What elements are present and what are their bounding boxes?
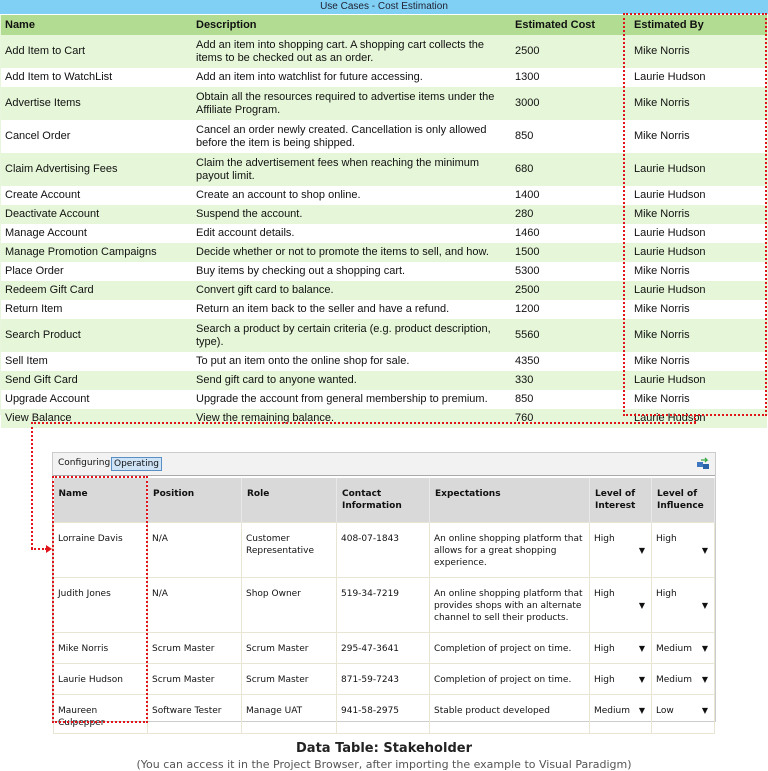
- description-cell: Cancel an order newly created. Cancellation is only allowed before the item is being shipped.: [192, 120, 511, 153]
- estimated-by-cell: Laurie Hudson: [630, 281, 767, 300]
- tab-configuring[interactable]: Configuring: [58, 458, 111, 468]
- dropdown-arrow-icon[interactable]: ▼: [638, 644, 645, 653]
- name-cell-text: Judith Jones: [58, 589, 111, 599]
- interest-select[interactable]: [590, 578, 652, 633]
- dropdown-arrow-icon[interactable]: ▼: [638, 706, 645, 715]
- role-cell: [242, 578, 337, 633]
- interest-select[interactable]: [590, 664, 652, 695]
- table-row[interactable]: [54, 664, 715, 695]
- influence-select[interactable]: [652, 664, 715, 695]
- name-cell: Redeem Gift Card: [1, 281, 192, 300]
- description-cell: Convert gift card to balance.: [192, 281, 511, 300]
- description-cell: Add an item into watchlist for future accessing.: [192, 68, 511, 87]
- influence-select[interactable]: [652, 578, 715, 633]
- description-cell: Search a product by certain criteria (e.g. product description, type).: [192, 319, 511, 352]
- caption-subtitle: (You can access it in the Project Browser, after importing the example to Visual Paradigm): [136, 758, 632, 771]
- influence-select[interactable]: [652, 523, 715, 578]
- contact-cell-text: 871-59-7243: [341, 675, 400, 685]
- column-header[interactable]: Estimated Cost: [511, 15, 630, 35]
- estimated-by-cell: Mike Norris: [630, 300, 767, 319]
- influence-select-text: High: [656, 589, 677, 599]
- name-cell: Create Account: [1, 186, 192, 205]
- name-cell: Upgrade Account: [1, 390, 192, 409]
- role-cell: [242, 633, 337, 664]
- cost-cell: 1500: [511, 243, 630, 262]
- dropdown-arrow-icon[interactable]: ▼: [701, 546, 708, 555]
- position-cell-text: N/A: [152, 589, 168, 599]
- table-title: Use Cases - Cost Estimation: [0, 0, 768, 15]
- name-cell: Advertise Items: [1, 87, 192, 120]
- estimated-by-cell: Mike Norris: [630, 120, 767, 153]
- highlight-estimated-by: [623, 13, 767, 416]
- cost-cell: 850: [511, 120, 630, 153]
- name-cell: Sell Item: [1, 352, 192, 371]
- name-cell: Manage Account: [1, 224, 192, 243]
- role-cell: [242, 664, 337, 695]
- position-cell-text: Scrum Master: [152, 675, 215, 685]
- expectations-cell: [430, 633, 590, 664]
- influence-select-text: High: [656, 534, 677, 544]
- table-row[interactable]: [54, 633, 715, 664]
- estimated-by-cell: Laurie Hudson: [630, 68, 767, 87]
- role-cell-text: Shop Owner: [246, 589, 301, 599]
- name-cell: Return Item: [1, 300, 192, 319]
- description-cell: Add an item into shopping cart. A shopping cart collects the items to be checked out as an order.: [192, 35, 511, 68]
- dropdown-arrow-icon[interactable]: ▼: [638, 675, 645, 684]
- description-cell: Create an account to shop online.: [192, 186, 511, 205]
- estimated-by-cell: Mike Norris: [630, 390, 767, 409]
- name-cell: Cancel Order: [1, 120, 192, 153]
- influence-select-text: Medium: [656, 644, 692, 654]
- column-header[interactable]: Level of Interest: [590, 478, 652, 523]
- cost-cell: 1400: [511, 186, 630, 205]
- influence-select[interactable]: [652, 633, 715, 664]
- dropdown-arrow-icon[interactable]: ▼: [701, 706, 708, 715]
- column-header[interactable]: Description: [192, 15, 511, 35]
- interest-select-text: High: [594, 534, 615, 544]
- column-header[interactable]: Role: [242, 478, 337, 523]
- highlight-stakeholder-name: [52, 476, 148, 723]
- interest-select-text: High: [594, 589, 615, 599]
- description-cell: Send gift card to anyone wanted.: [192, 371, 511, 390]
- role-cell-text: Scrum Master: [246, 644, 309, 654]
- estimated-by-cell: Laurie Hudson: [630, 186, 767, 205]
- column-header[interactable]: Name: [54, 478, 148, 523]
- contact-cell: [337, 695, 430, 734]
- expectations-cell: [430, 664, 590, 695]
- name-cell-text: Lorraine Davis: [58, 534, 123, 544]
- interest-select-text: High: [594, 675, 615, 685]
- role-cell: [242, 695, 337, 734]
- position-cell: [148, 523, 242, 578]
- tab-operating[interactable]: Operating: [111, 457, 162, 471]
- influence-select[interactable]: [652, 695, 715, 734]
- cost-cell: 4350: [511, 352, 630, 371]
- column-header[interactable]: Expectations: [430, 478, 590, 523]
- contact-cell: [337, 664, 430, 695]
- position-cell: [148, 664, 242, 695]
- position-cell-text: Scrum Master: [152, 644, 215, 654]
- cost-cell: 2500: [511, 35, 630, 68]
- dropdown-arrow-icon[interactable]: ▼: [701, 675, 708, 684]
- estimated-by-cell: Mike Norris: [630, 262, 767, 281]
- cost-cell: 330: [511, 371, 630, 390]
- influence-select-text: Medium: [656, 675, 692, 685]
- estimated-by-cell: Laurie Hudson: [630, 243, 767, 262]
- position-cell: [148, 578, 242, 633]
- description-cell: Edit account details.: [192, 224, 511, 243]
- name-cell-text: Laurie Hudson: [58, 675, 123, 685]
- name-cell-text: Maureen Culpepper: [58, 706, 105, 728]
- description-cell: Upgrade the account from general membership to premium.: [192, 390, 511, 409]
- column-header[interactable]: Contact Information: [337, 478, 430, 523]
- expectations-cell: [430, 523, 590, 578]
- expectations-cell-text: An online shopping platform that provides shops with an alternate channel to sell their products.: [434, 589, 583, 623]
- column-header[interactable]: Position: [148, 478, 242, 523]
- estimated-by-cell: Laurie Hudson: [630, 153, 767, 186]
- contact-cell-text: 295-47-3641: [341, 644, 400, 654]
- cost-cell: 1200: [511, 300, 630, 319]
- expectations-cell-text: An online shopping platform that allows for a great shopping experience.: [434, 534, 583, 568]
- name-cell: Send Gift Card: [1, 371, 192, 390]
- cost-cell: 5560: [511, 319, 630, 352]
- name-cell: Deactivate Account: [1, 205, 192, 224]
- contact-cell: [337, 633, 430, 664]
- description-cell: Return an item back to the seller and have a refund.: [192, 300, 511, 319]
- interest-select-text: Medium: [594, 706, 630, 716]
- expectations-cell-text: Completion of project on time.: [434, 675, 572, 685]
- table-row[interactable]: [54, 523, 715, 578]
- position-cell: [148, 633, 242, 664]
- column-header[interactable]: Level of Influence: [652, 478, 715, 523]
- toolbar: [53, 453, 715, 476]
- expectations-cell: [430, 578, 590, 633]
- cost-cell: 5300: [511, 262, 630, 281]
- estimated-by-cell: Laurie Hudson: [630, 371, 767, 390]
- description-cell: Decide whether or not to promote the items to sell, and how.: [192, 243, 511, 262]
- name-cell-text: Mike Norris: [58, 644, 109, 654]
- expectations-cell: [430, 695, 590, 734]
- contact-cell: [337, 578, 430, 633]
- description-cell: To put an item onto the online shop for sale.: [192, 352, 511, 371]
- description-cell: Obtain all the resources required to advertise items under the Affiliate Program.: [192, 87, 511, 120]
- description-cell: View the remaining balance.: [192, 409, 511, 428]
- cost-cell: 1460: [511, 224, 630, 243]
- estimated-by-cell: Mike Norris: [630, 87, 767, 120]
- stakeholder-panel: [52, 452, 716, 728]
- contact-cell: [337, 523, 430, 578]
- table-row[interactable]: [54, 695, 715, 734]
- cost-cell: 850: [511, 390, 630, 409]
- estimated-by-cell: Laurie Hudson: [630, 224, 767, 243]
- position-cell: [148, 695, 242, 734]
- cost-cell: 680: [511, 153, 630, 186]
- dropdown-arrow-icon[interactable]: ▼: [638, 601, 645, 610]
- name-cell: Manage Promotion Campaigns: [1, 243, 192, 262]
- name-cell: View Balance: [1, 409, 192, 428]
- position-cell-text: N/A: [152, 534, 168, 544]
- name-cell: Place Order: [1, 262, 192, 281]
- influence-select-text: Low: [656, 706, 674, 716]
- table-row[interactable]: [54, 578, 715, 633]
- cost-cell: 280: [511, 205, 630, 224]
- contact-cell-text: 941-58-2975: [341, 706, 400, 716]
- contact-cell-text: 408-07-1843: [341, 534, 400, 544]
- role-cell-text: Customer Representative: [246, 534, 315, 556]
- contact-cell-text: 519-34-7219: [341, 589, 400, 599]
- name-cell: Add Item to Cart: [1, 35, 192, 68]
- estimated-by-cell: Mike Norris: [630, 35, 767, 68]
- description-cell: Suspend the account.: [192, 205, 511, 224]
- caption-title: Data Table: Stakeholder: [296, 741, 472, 756]
- column-header[interactable]: Estimated By: [630, 15, 767, 35]
- connector-line: [31, 548, 47, 550]
- estimated-by-cell: Mike Norris: [630, 319, 767, 352]
- name-cell: Add Item to WatchList: [1, 68, 192, 87]
- role-cell: [242, 523, 337, 578]
- name-cell: Claim Advertising Fees: [1, 153, 192, 186]
- estimated-by-cell: Laurie Hudson: [630, 409, 767, 428]
- estimated-by-cell: Mike Norris: [630, 205, 767, 224]
- interest-select[interactable]: [590, 695, 652, 734]
- column-header[interactable]: Name: [1, 15, 192, 35]
- dropdown-arrow-icon[interactable]: ▼: [701, 601, 708, 610]
- cost-cell: 2500: [511, 281, 630, 300]
- interest-select-text: High: [594, 644, 615, 654]
- description-cell: Claim the advertisement fees when reaching the minimum payout limit.: [192, 153, 511, 186]
- name-cell: Search Product: [1, 319, 192, 352]
- expectations-cell-text: Stable product developed: [434, 706, 550, 716]
- cost-cell: 3000: [511, 87, 630, 120]
- interest-select[interactable]: [590, 523, 652, 578]
- expectations-cell-text: Completion of project on time.: [434, 644, 572, 654]
- dropdown-arrow-icon[interactable]: ▼: [701, 644, 708, 653]
- estimated-by-cell: Mike Norris: [630, 352, 767, 371]
- description-cell: Buy items by checking out a shopping cart.: [192, 262, 511, 281]
- connector-line: [31, 422, 33, 549]
- cost-cell: 1300: [511, 68, 630, 87]
- interest-select[interactable]: [590, 633, 652, 664]
- position-cell-text: Software Tester: [152, 706, 222, 716]
- role-cell-text: Manage UAT: [246, 706, 303, 716]
- role-cell-text: Scrum Master: [246, 675, 309, 685]
- cost-cell: 760: [511, 409, 630, 428]
- connector-line: [31, 422, 696, 424]
- dropdown-arrow-icon[interactable]: ▼: [638, 546, 645, 555]
- sync-icon[interactable]: [697, 457, 709, 469]
